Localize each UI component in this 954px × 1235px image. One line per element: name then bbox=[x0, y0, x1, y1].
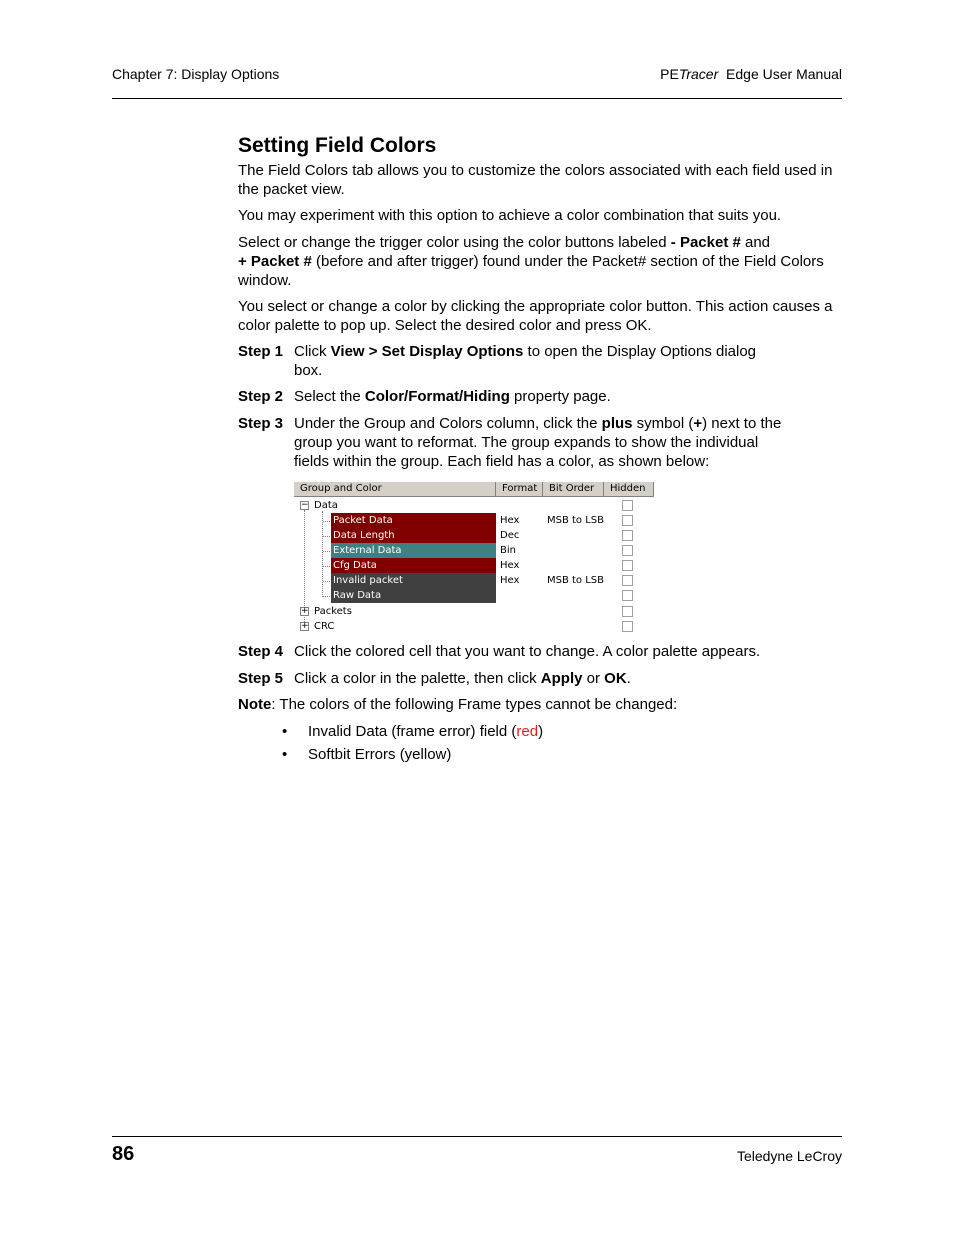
expand-packets-icon[interactable]: + bbox=[301, 606, 309, 616]
format-value[interactable]: Bin bbox=[500, 545, 516, 556]
step-text bbox=[294, 669, 844, 688]
tree-line bbox=[322, 511, 323, 597]
s1-menu-path: View > Set Display Options bbox=[330, 343, 524, 360]
p3-text-a: Select or change the trigger color using the color buttons labeled bbox=[238, 234, 671, 251]
field-invalid-packet[interactable]: Invalid packet bbox=[331, 573, 496, 588]
s3-plus-symbol: + bbox=[693, 415, 703, 432]
manual-title bbox=[660, 66, 842, 82]
step-1 bbox=[238, 342, 778, 380]
bullet-invalid-data bbox=[282, 722, 543, 741]
step-4 bbox=[238, 642, 844, 661]
manual-title-pe: PE bbox=[660, 66, 679, 82]
format-value[interactable]: Hex bbox=[500, 560, 520, 571]
s5-apply: Apply bbox=[540, 670, 583, 687]
format-value[interactable]: Hex bbox=[500, 575, 520, 586]
column-header-hidden[interactable]: Hidden bbox=[604, 482, 654, 497]
s3-c: symbol ( bbox=[632, 415, 694, 432]
paragraph-trigger-color bbox=[238, 233, 844, 290]
hidden-checkbox[interactable] bbox=[622, 590, 633, 601]
hidden-checkbox[interactable] bbox=[622, 621, 633, 632]
section-title: Setting Field Colors bbox=[238, 134, 437, 157]
step-label: Step 1 bbox=[238, 343, 284, 360]
p3-plus-packet: + Packet # bbox=[238, 253, 312, 270]
column-header-bit-order[interactable]: Bit Order bbox=[543, 482, 604, 497]
hidden-checkbox[interactable] bbox=[622, 545, 633, 556]
s2-a: Select the bbox=[294, 388, 365, 405]
group-crc[interactable]: CRC bbox=[314, 621, 335, 632]
page-number: 86 bbox=[112, 1143, 135, 1165]
note-label: Note bbox=[238, 696, 272, 713]
collapse-data-icon[interactable]: − bbox=[301, 500, 309, 510]
field-packet-data[interactable]: Packet Data bbox=[331, 513, 496, 528]
bullet-dot: • bbox=[282, 746, 288, 763]
s1-c: to open the Display Options dialog box. bbox=[294, 343, 757, 379]
step-2 bbox=[238, 387, 844, 406]
step-text: Click the colored cell that you want to change. A color palette appears. bbox=[294, 643, 761, 660]
bullet-text: Softbit Errors (yellow) bbox=[308, 746, 452, 763]
expand-crc-icon[interactable]: + bbox=[301, 621, 309, 631]
field-external-data[interactable]: External Data bbox=[331, 543, 496, 558]
column-header-group-color[interactable]: Group and Color bbox=[294, 482, 496, 497]
p3-minus-packet: - Packet # bbox=[670, 234, 741, 251]
step-5 bbox=[238, 669, 844, 688]
group-packets[interactable]: Packets bbox=[314, 606, 352, 617]
step-3 bbox=[238, 414, 788, 471]
note bbox=[238, 695, 844, 714]
manual-title-rest: Edge User Manual bbox=[726, 66, 842, 82]
format-value[interactable]: Dec bbox=[500, 530, 520, 541]
s1-a: Click bbox=[294, 343, 331, 360]
note-text: : The colors of the following Frame types cannot be changed: bbox=[271, 696, 678, 713]
bullet-text-end: ) bbox=[538, 723, 544, 740]
step-text bbox=[294, 414, 788, 471]
field-cfg-data[interactable]: Cfg Data bbox=[331, 558, 496, 573]
bullet-softbit-errors bbox=[282, 745, 451, 764]
bullet-red-word: red bbox=[516, 723, 539, 740]
bullet-text: Invalid Data (frame error) field ( bbox=[308, 723, 517, 740]
step-label: Step 5 bbox=[238, 670, 284, 687]
field-colors-screenshot bbox=[294, 480, 656, 633]
s5-e: . bbox=[626, 670, 631, 687]
manual-title-tracer: Tracer bbox=[678, 66, 719, 82]
s2-page-name: Color/Format/Hiding bbox=[364, 388, 510, 405]
s5-ok: OK bbox=[604, 670, 627, 687]
chapter-header: Chapter 7: Display Options bbox=[112, 66, 280, 82]
s3-e: ) next to the group you want to reformat. The group expands to show the individual fields within the group. Each field has a color, as shown below: bbox=[294, 415, 782, 470]
p3-text-c: and bbox=[740, 234, 771, 251]
step-label: Step 3 bbox=[238, 415, 284, 432]
step-text bbox=[294, 342, 778, 380]
paragraph-experiment: You may experiment with this option to achieve a color combination that suits you. bbox=[238, 207, 782, 224]
hidden-checkbox[interactable] bbox=[622, 515, 633, 526]
group-data[interactable]: Data bbox=[314, 500, 338, 511]
bit-order-value[interactable]: MSB to LSB bbox=[547, 575, 605, 586]
step-label: Step 4 bbox=[238, 643, 284, 660]
step-label: Step 2 bbox=[238, 388, 284, 405]
p3-text-e: (before and after trigger) found under the Packet# section of the Field Colors window. bbox=[238, 253, 824, 289]
hidden-checkbox[interactable] bbox=[622, 606, 633, 617]
column-header-format[interactable]: Format bbox=[496, 482, 543, 497]
paragraph-color-palette: You select or change a color by clicking the appropriate color button. This action causes a color palette to pop up. Select the desired color and press OK. bbox=[238, 298, 833, 334]
paragraph-intro: The Field Colors tab allows you to customize the colors associated with each field used in the packet view. bbox=[238, 162, 833, 198]
hidden-checkbox[interactable] bbox=[622, 560, 633, 571]
field-raw-data[interactable]: Raw Data bbox=[331, 588, 496, 603]
hidden-checkbox[interactable] bbox=[622, 530, 633, 541]
s5-a: Click a color in the palette, then click bbox=[294, 670, 541, 687]
field-data-length[interactable]: Data Length bbox=[331, 528, 496, 543]
s2-c: property page. bbox=[509, 388, 611, 405]
hidden-checkbox[interactable] bbox=[622, 575, 633, 586]
s3-a: Under the Group and Colors column, click the bbox=[294, 415, 602, 432]
step-text bbox=[294, 387, 844, 406]
format-value[interactable]: Hex bbox=[500, 515, 520, 526]
header-rule bbox=[112, 98, 842, 99]
bit-order-value[interactable]: MSB to LSB bbox=[547, 515, 605, 526]
hidden-checkbox[interactable] bbox=[622, 500, 633, 511]
footer-rule bbox=[112, 1136, 842, 1137]
s5-c: or bbox=[582, 670, 605, 687]
bullet-dot: • bbox=[282, 723, 288, 740]
s3-plus-word: plus bbox=[601, 415, 633, 432]
company-name: Teledyne LeCroy bbox=[736, 1148, 842, 1164]
